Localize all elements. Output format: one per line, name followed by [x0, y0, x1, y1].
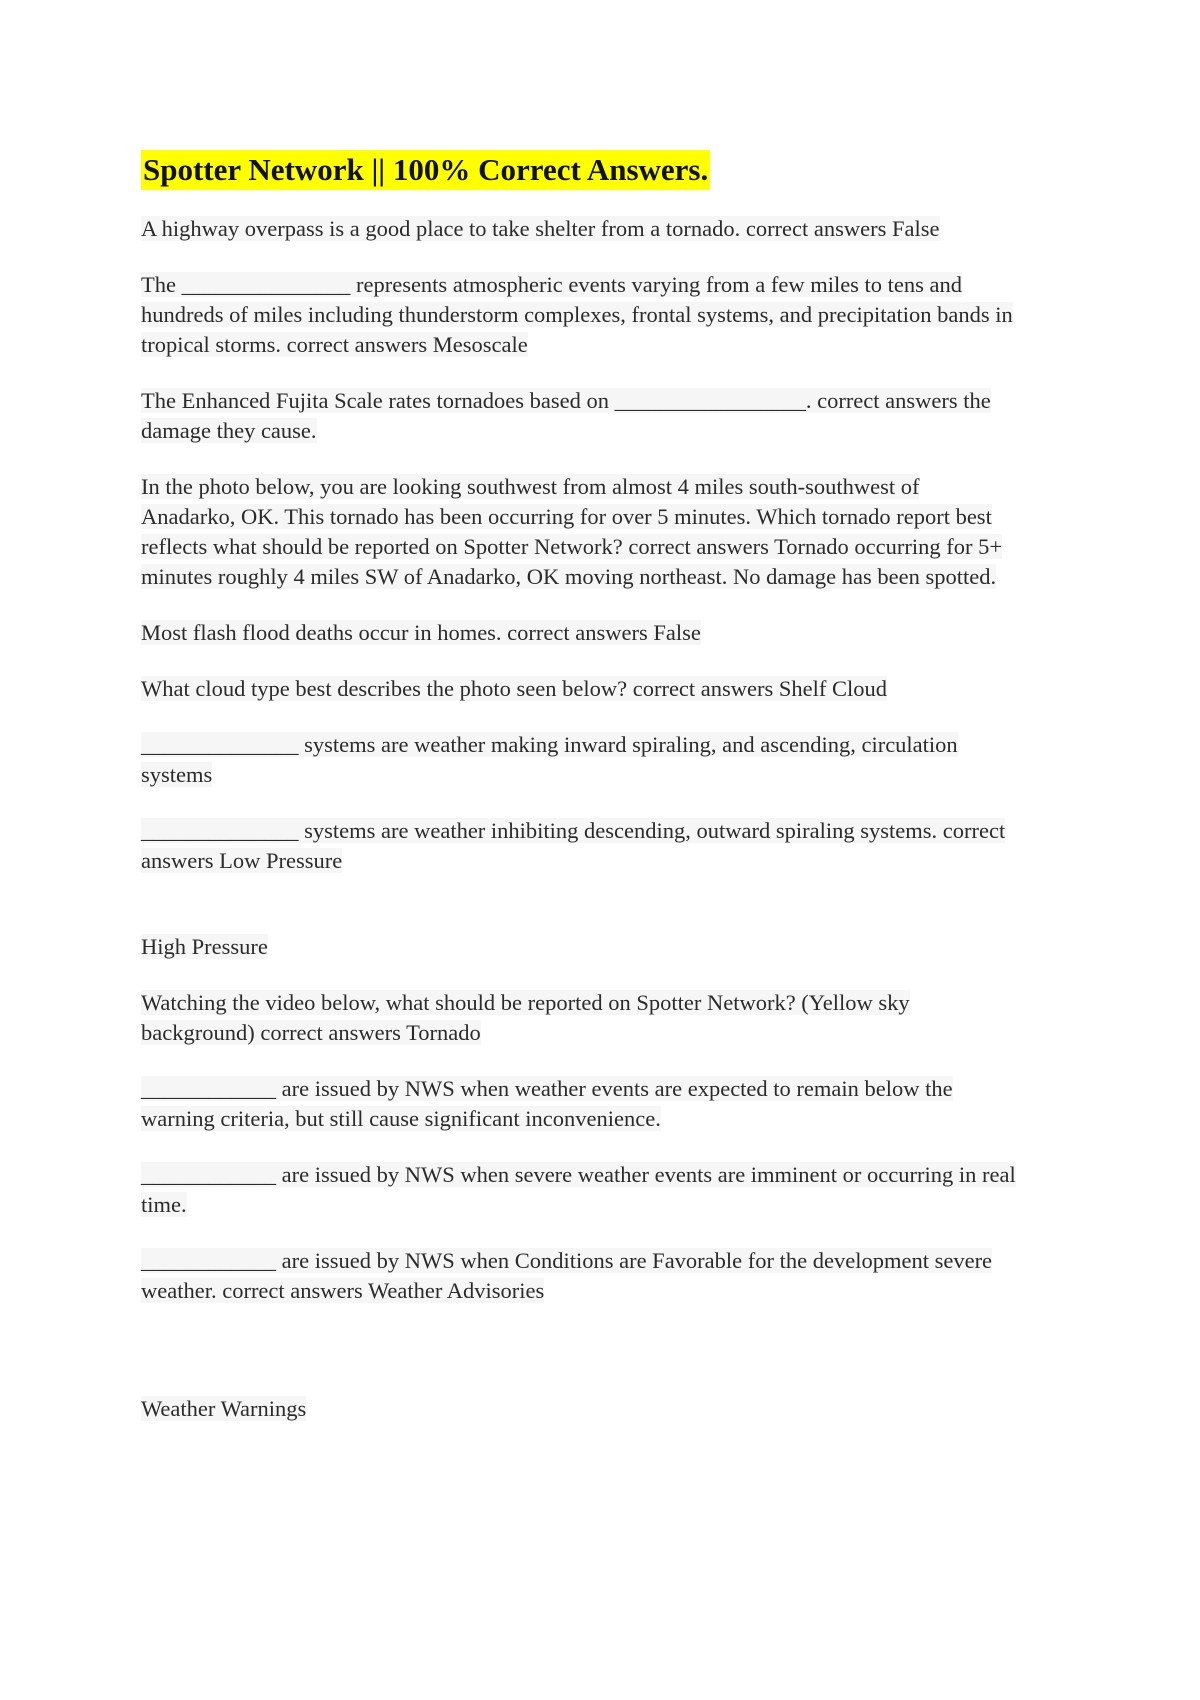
- text-line: time.: [141, 1192, 187, 1217]
- question-tornado-report: [141, 472, 1071, 592]
- document-page: [141, 150, 1071, 1450]
- question-weather-making-systems: [141, 730, 1071, 790]
- question-cloud-type: [141, 674, 1071, 704]
- answer-high-pressure: [141, 932, 1071, 962]
- text-line: ______________ systems are weather inhibiting descending, outward spiraling systems. correct: [141, 818, 1006, 843]
- text-line: minutes roughly 4 miles SW of Anadarko, OK moving northeast. No damage has been spotted.: [141, 564, 997, 589]
- text-line: Most flash flood deaths occur in homes. correct answers False: [141, 620, 701, 645]
- question-warnings: [141, 1160, 1071, 1220]
- text-line: tropical storms. correct answers Mesoscale: [141, 332, 528, 357]
- question-watches: [141, 1246, 1071, 1306]
- text-line: systems: [141, 762, 213, 787]
- text-line: Weather Warnings: [141, 1396, 307, 1421]
- question-overpass: [141, 214, 1071, 244]
- text-line: In the photo below, you are looking southwest from almost 4 miles south-southwest of: [141, 474, 920, 499]
- question-flash-flood: [141, 618, 1071, 648]
- document-title: Spotter Network || 100% Correct Answers.: [141, 150, 710, 190]
- text-line: ____________ are issued by NWS when Conditions are Favorable for the development severe: [141, 1248, 993, 1273]
- question-weather-inhibiting-systems: [141, 816, 1071, 876]
- text-line: warning criteria, but still cause significant inconvenience.: [141, 1106, 661, 1131]
- text-line: Watching the video below, what should be reported on Spotter Network? (Yellow sky: [141, 990, 910, 1015]
- text-line: damage they cause.: [141, 418, 317, 443]
- text-line: ______________ systems are weather making inward spiraling, and ascending, circulation: [141, 732, 958, 757]
- text-line: A highway overpass is a good place to take shelter from a tornado. correct answers False: [141, 216, 940, 241]
- text-line: The _______________ represents atmospheric events varying from a few miles to tens and: [141, 272, 963, 297]
- question-video-report: [141, 988, 1071, 1048]
- text-line: background) correct answers Tornado: [141, 1020, 481, 1045]
- text-line: ____________ are issued by NWS when severe weather events are imminent or occurring in real: [141, 1162, 1016, 1187]
- text-line: Anadarko, OK. This tornado has been occurring for over 5 minutes. Which tornado report best: [141, 504, 992, 529]
- question-advisories: [141, 1074, 1071, 1134]
- text-line: What cloud type best describes the photo seen below? correct answers Shelf Cloud: [141, 676, 888, 701]
- text-line: High Pressure: [141, 934, 268, 959]
- text-line: hundreds of miles including thunderstorm complexes, frontal systems, and precipitation bands in: [141, 302, 1013, 327]
- text-line: answers Low Pressure: [141, 848, 343, 873]
- answer-weather-warnings: [141, 1394, 1071, 1424]
- text-line: reflects what should be reported on Spotter Network? correct answers Tornado occurring for 5+: [141, 534, 1003, 559]
- text-line: weather. correct answers Weather Advisories: [141, 1278, 545, 1303]
- question-fujita-scale: [141, 386, 1071, 446]
- question-mesoscale: [141, 270, 1071, 360]
- text-line: The Enhanced Fujita Scale rates tornadoes based on _________________. correct answers the: [141, 388, 991, 413]
- text-line: ____________ are issued by NWS when weather events are expected to remain below the: [141, 1076, 953, 1101]
